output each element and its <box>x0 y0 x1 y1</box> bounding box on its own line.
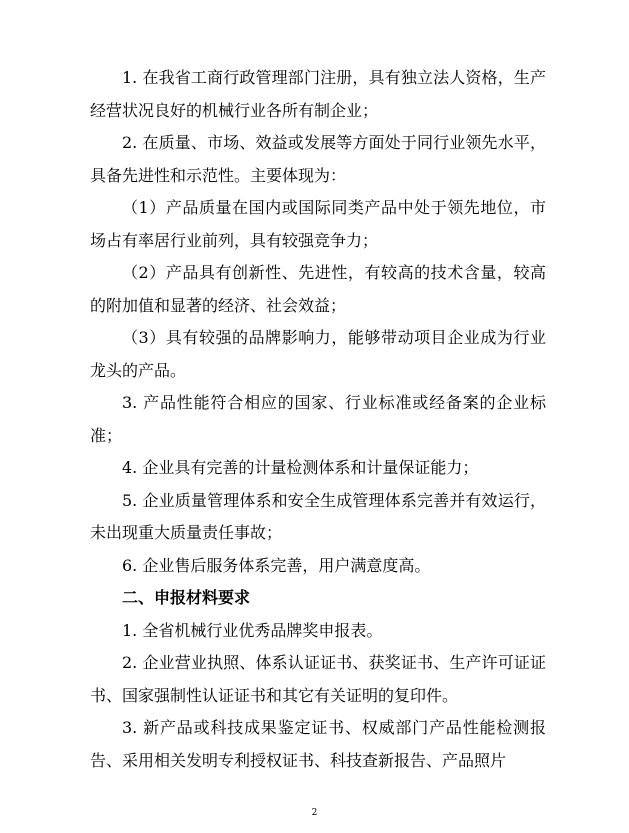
criteria-item-4: 4. 企业具有完善的计量检测体系和计量保证能力； <box>122 458 479 477</box>
materials-item-3: 3. 新产品或科技成果鉴定证书、权威部门产品性能检测报告、采用相关发明专利授权证书、科技查新报告、产品照片 <box>90 718 546 770</box>
criteria-item-1: 1. 在我省工商行政管理部门注册，具有独立法人资格，生产经营状况良好的机械行业各所有制企业； <box>90 68 546 120</box>
criteria-sub-item-1: （1）产品质量在国内或国际同类产品中处于领先地位，市场占有率居行业前列，具有较强竞争力； <box>90 198 546 250</box>
criteria-item-6: 6. 企业售后服务体系完善，用户满意度高。 <box>122 555 431 575</box>
document-body <box>90 62 546 777</box>
criteria-sub-item-2: （2）产品具有创新性、先进性，有较高的技术含量，较高的附加值和显著的经济、社会效益； <box>90 263 546 315</box>
section-heading-materials: 二、申报材料要求 <box>122 588 251 607</box>
criteria-item-3: 3. 产品性能符合相应的国家、行业标准或经备案的企业标准； <box>90 393 546 445</box>
criteria-item-2: 2. 在质量、市场、效益或发展等方面处于同行业领先水平，具备先进性和示范性。主要体现为： <box>90 133 546 185</box>
materials-item-1: 1. 全省机械行业优秀品牌奖申报表。 <box>122 620 383 640</box>
page-number: 2 <box>311 808 318 818</box>
criteria-sub-item-3: （3）具有较强的品牌影响力，能够带动项目企业成为行业龙头的产品。 <box>90 328 546 380</box>
materials-item-2: 2. 企业营业执照、体系认证证书、获奖证书、生产许可证证书、国家强制性认证证书和其它有关证明的复印件。 <box>90 653 546 705</box>
criteria-item-5: 5. 企业质量管理体系和安全生成管理体系完善并有效运行，未出现重大质量责任事故； <box>90 490 546 542</box>
